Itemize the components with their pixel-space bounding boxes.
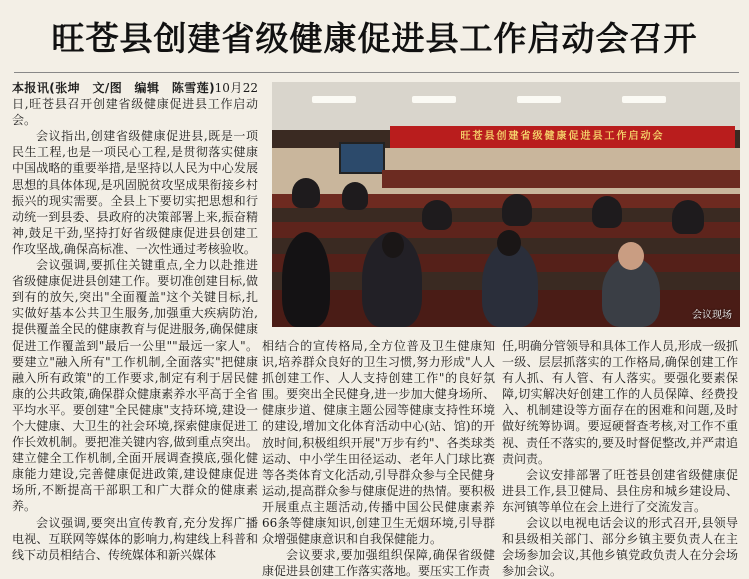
article-column-3 xyxy=(502,338,738,579)
ceiling-light xyxy=(312,96,356,103)
photo-caption: 会议现场 xyxy=(692,310,732,321)
headline: 旺苍县创建省级健康促进县工作启动会召开 xyxy=(51,19,698,58)
lead-text: 10月22日,旺苍县召开创建省级健康促进县工作启动会。 xyxy=(12,81,259,128)
article-column-2 xyxy=(262,338,495,579)
attendee xyxy=(672,200,704,234)
paragraph: 相结合的宣传格局,全方位普及卫生健康知识,培养群众良好的卫生习惯,努力形成"人人抓创建工作、人人支持创建工作"的良好氛围。要突出全民健身,进一步加大健身场所、健康步道、健康主题公园等健康支持性环境的建设,增加文化体育活动中心(站、馆)的开放时间,积极组织开展"万步有约"、各类球类运动、中小学生田径运动、老年人门球比赛等各类体育文化活动,引导群众参与全民健身运动,提高群众参与健康促进的热情。要积极开展重点主题活动,传播中国公民健康素养66条等健康知识,创建卫生无烟环境,引导群众增强健康意识和自我保健能力。 xyxy=(262,339,495,547)
headline-divider xyxy=(14,72,739,73)
meeting-banner: 旺苍县创建省级健康促进县工作启动会 xyxy=(390,126,735,148)
video-screen xyxy=(339,142,385,174)
lead-paragraph xyxy=(12,80,258,128)
paragraph: 任,明确分管领导和具体工作人员,形成一级抓一级、层层抓落实的工作格局,确保创建工作有人抓、有人管、有人落实。要强化要素保障,切实解决好创建工作的人员保障、经费投入、机制建设等方面存在的困难和问题,及时做好统筹协调。要逗硬督查考核,对工作不重视、责任不落实的,要及时督促整改,并严肃追责问责。 xyxy=(502,339,738,466)
ceiling-light xyxy=(412,96,456,103)
attendee-head xyxy=(382,232,404,258)
paragraph: 会议以电视电话会议的形式召开,县领导和县级相关部门、部分乡镇主要负责人在主会场参加会议,其他乡镇党政负责人在分会场参加会议。 xyxy=(502,516,738,579)
attendee-head xyxy=(497,230,521,256)
article-column-1 xyxy=(12,80,258,568)
attendee xyxy=(282,232,330,327)
paragraph: 会议强调,要抓住关键重点,全力以赴推进省级健康促进县创建工作。要切准创建目标,做到有的放矢,突出"全面覆盖"这个关键目标,扎实做好基本公共卫生服务,加强重大疾病防治,提供覆盖全民的健康教育与促进服务,确保健康促进工作覆盖到"最后一公里""最远一家人"。要建立"融入所有"工作机制,全面落实"把健康融入所有政策"的工作要求,制定有利于居民健康的公共政策,确保群众健康素养水平高于全省平均水平。要创建"全民健康"支持环境,建设一个大健康、大卫生的社会环境,探索健康促进工作长效机制。要把准关键内容,做到重点突出。建立健全工作机制,全面开展调查摸底,强化健康能力建设,完善健康促进政策,建设健康促进场所,不断提高干部职工和广大群众的健康素养。 xyxy=(12,258,258,514)
attendee-head xyxy=(618,242,644,270)
paragraph: 会议要求,要加强组织保障,确保省级健康促进县创建工作落实落地。要压实工作责 xyxy=(262,548,495,579)
paragraph: 会议强调,要突出宣传教育,充分发挥广播电视、互联网等媒体的影响力,构建线上科普和线下动员相结合、传统媒体和新兴媒体 xyxy=(12,515,258,562)
attendee xyxy=(422,200,452,230)
paragraph: 会议安排部署了旺苍县创建省级健康促进县工作,县卫健局、县住房和城乡建设局、东河镇等单位在会上进行了交流发言。 xyxy=(502,467,738,514)
ceiling-light xyxy=(517,96,561,103)
attendee xyxy=(342,182,368,210)
podium-table xyxy=(382,170,740,188)
attendee xyxy=(502,194,532,226)
photo-ceiling xyxy=(272,82,740,130)
paragraph: 会议指出,创建省级健康促进县,既是一项民生工程,也是一项民心工程,是贯彻落实健康中国战略的重要举措,是坚持以人民为中心发展思想的具体体现,是巩固脱贫攻坚成果衔接乡村振兴的现实需要。全县上下要切实把思想和行动统一到县委、县政府的决策部署上来,振奋精神,鼓足干劲,坚持打好省级健康促进县创建工作攻坚战,确保高标准、一次性通过考核验收。 xyxy=(12,129,258,256)
attendee xyxy=(592,196,622,228)
meeting-photo xyxy=(272,82,740,327)
byline: 本报讯(张坤 文/图 编辑 陈雪莲) xyxy=(12,81,215,95)
attendee xyxy=(292,178,320,208)
ceiling-light xyxy=(622,96,666,103)
